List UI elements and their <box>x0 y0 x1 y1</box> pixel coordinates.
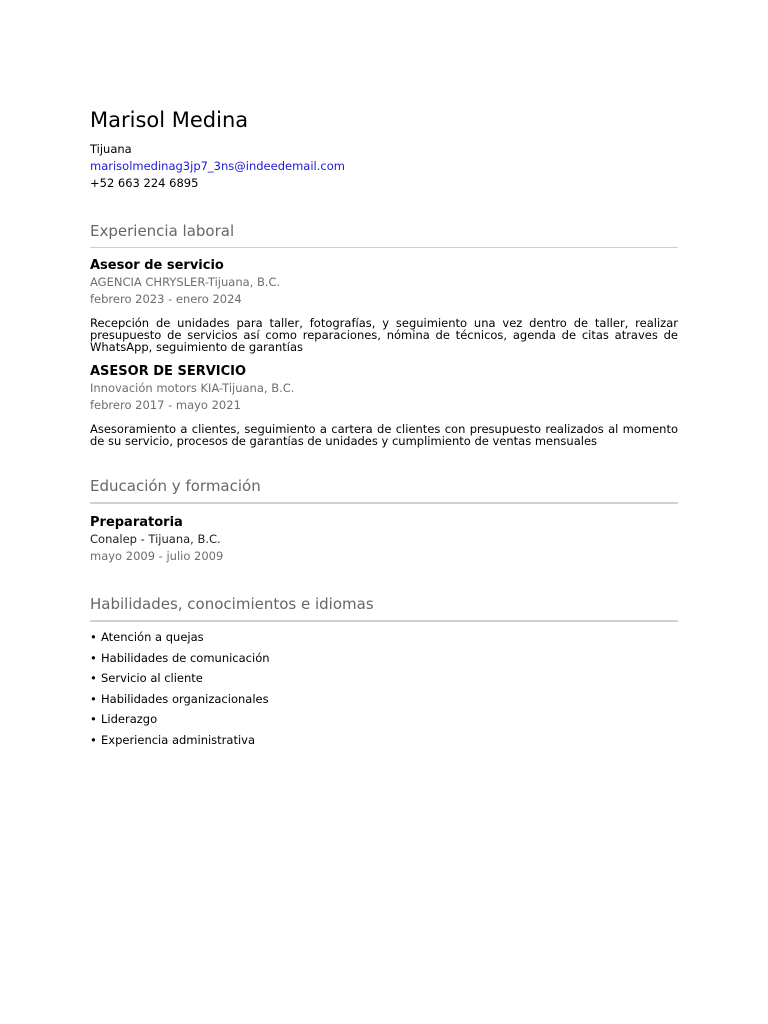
job-company: Innovación motors KIA-Tijuana, B.C. <box>90 381 295 395</box>
skills-list <box>90 627 678 750</box>
skill-label: Habilidades de comunicación <box>101 650 270 665</box>
education-heading: Educación y formación <box>90 477 261 495</box>
skill-label: Habilidades organizacionales <box>101 691 269 706</box>
job-description: Asesoramiento a clientes, seguimiento a cartera de clientes con presupuesto realizados al momento de su servicio, procesos de garantías de unidades y cumplimiento de ventas mensuales <box>90 422 678 448</box>
bullet-icon: • <box>90 650 97 665</box>
skill-label: Servicio al cliente <box>101 671 203 685</box>
job-dates: febrero 2017 - mayo 2021 <box>90 398 241 412</box>
bullet-icon: • <box>90 712 97 726</box>
skill-label: Experiencia administrativa <box>101 732 256 747</box>
contact-city: Tijuana <box>90 142 132 156</box>
skill-item <box>90 689 678 710</box>
job-description: Recepción de unidades para taller, fotografías, y seguimiento una vez dentro de taller, realizar presupuesto de servicios así como reparaciones, nómina de técnicos, agenda de citas atraves de WhatsApp, seguimiento de garantías <box>90 316 678 354</box>
skill-item <box>90 627 678 648</box>
experience-divider <box>90 247 678 248</box>
bullet-icon: • <box>90 691 97 706</box>
skill-label: Atención a quejas <box>101 630 204 644</box>
skill-item <box>90 709 678 730</box>
skill-label: Liderazgo <box>101 712 158 726</box>
job-title: ASESOR DE SERVICIO <box>90 364 247 379</box>
resume-content <box>90 106 678 750</box>
job-entry <box>90 363 678 447</box>
education-degree: Preparatoria <box>90 515 183 530</box>
experience-heading: Experiencia laboral <box>90 222 235 240</box>
skill-item <box>90 730 678 751</box>
education-school: Conalep - Tijuana, B.C. <box>90 532 221 546</box>
education-divider <box>90 502 678 504</box>
candidate-name: Marisol Medina <box>90 108 249 132</box>
contact-email-link[interactable]: marisolmedinag3jp7_3ns@indeedemail.com <box>90 159 345 173</box>
skill-item <box>90 648 678 669</box>
bullet-icon: • <box>90 732 97 747</box>
education-dates: mayo 2009 - julio 2009 <box>90 549 224 563</box>
skills-heading: Habilidades, conocimientos e idiomas <box>90 595 374 613</box>
contact-phone: +52 663 224 6895 <box>90 176 199 190</box>
job-dates: febrero 2023 - enero 2024 <box>90 292 242 306</box>
job-title: Asesor de servicio <box>90 258 224 273</box>
skill-item <box>90 668 678 689</box>
education-section <box>90 476 678 565</box>
contact-block <box>90 141 678 192</box>
bullet-icon: • <box>90 630 97 644</box>
job-entry <box>90 257 678 353</box>
education-entry <box>90 514 678 565</box>
bullet-icon: • <box>90 671 97 685</box>
skills-divider <box>90 620 678 622</box>
skills-section <box>90 594 678 750</box>
job-company: AGENCIA CHRYSLER-Tijuana, B.C. <box>90 275 281 289</box>
experience-section <box>90 221 678 447</box>
